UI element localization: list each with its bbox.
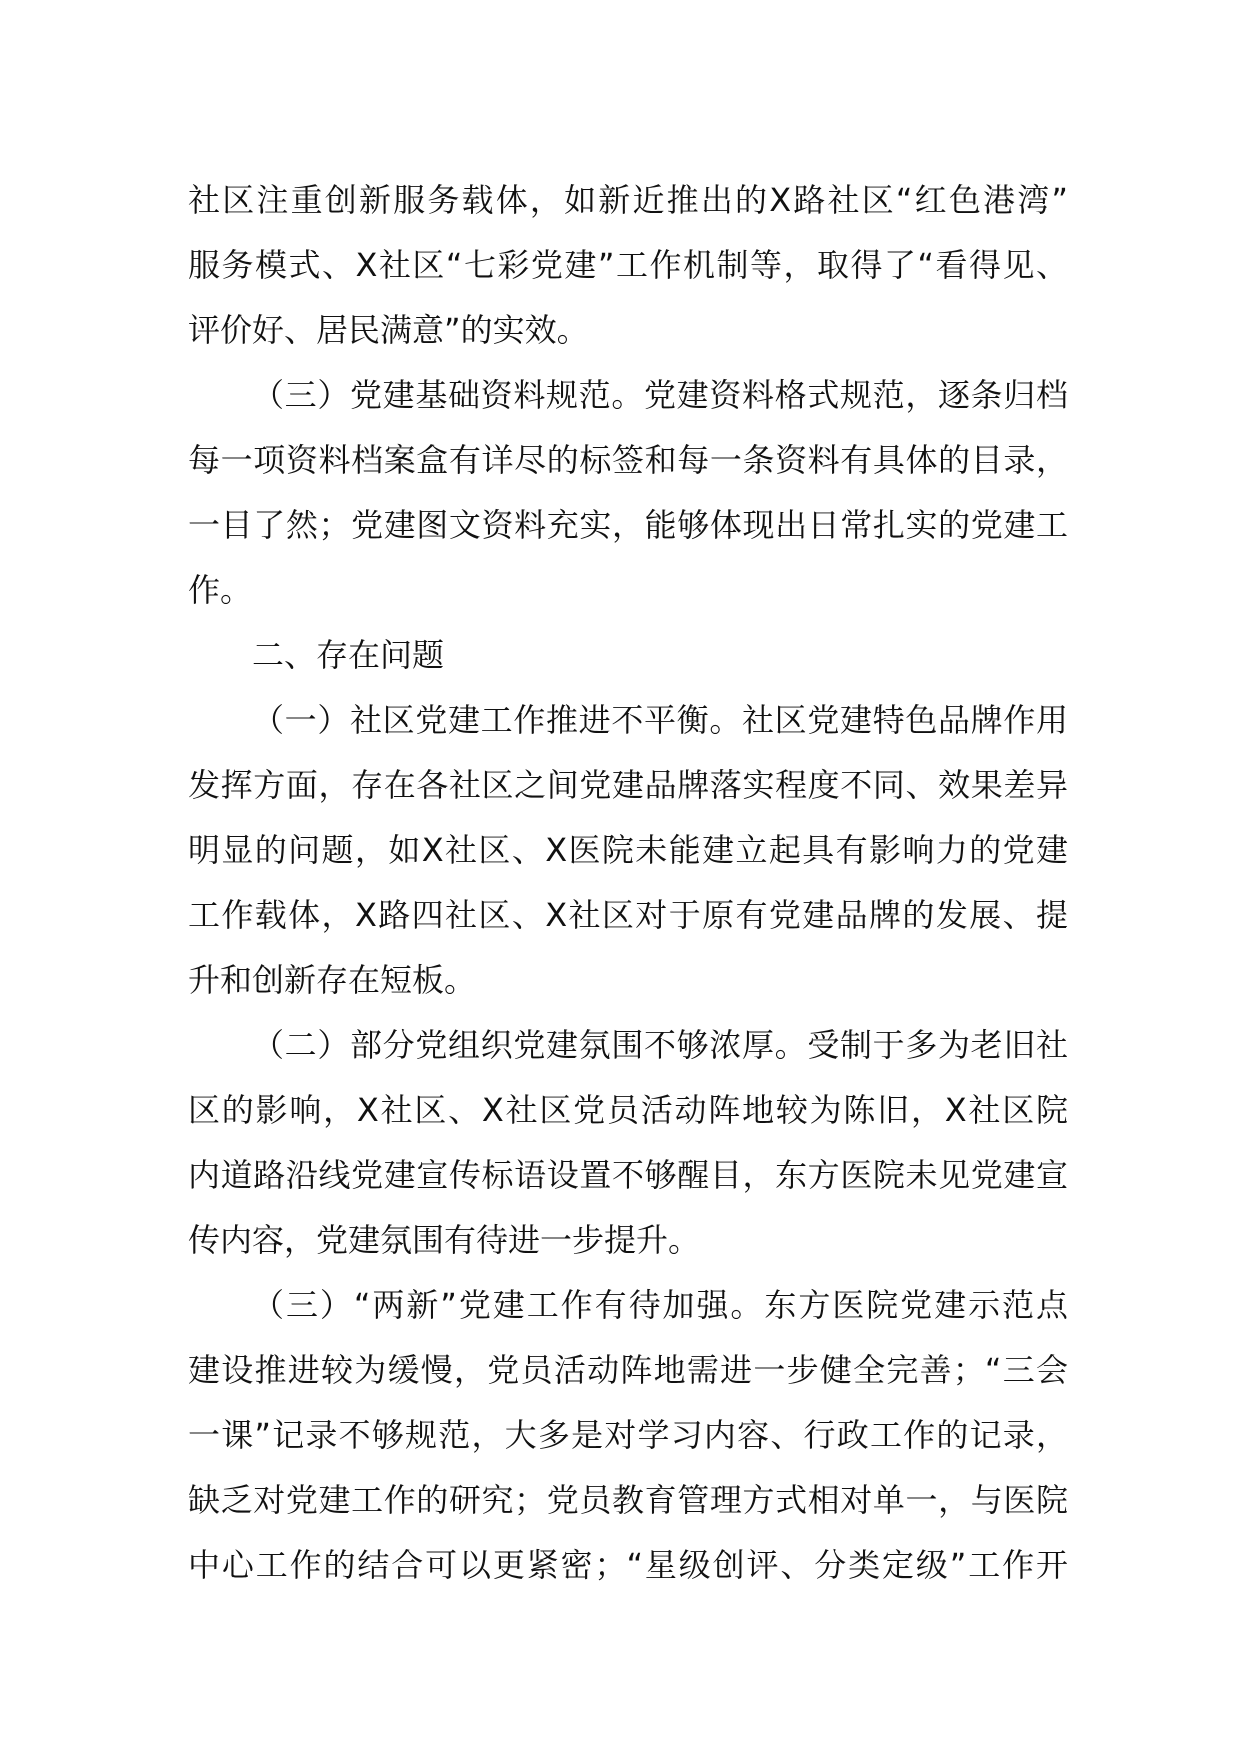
text-line: （二）部分党组织党建氛围不够浓厚。受制于多为老旧社 xyxy=(252,1026,1068,1064)
text-line: 服务模式、X社区“七彩党建”工作机制等，取得了“看得见、 xyxy=(188,246,1068,284)
text-line: 一课”记录不够规范，大多是对学习内容、行政工作的记录， xyxy=(188,1416,1068,1454)
text-line: 缺乏对党建工作的研究；党员教育管理方式相对单一，与医院 xyxy=(188,1481,1068,1519)
text-line: 建设推进较为缓慢，党员活动阵地需进一步健全完善；“三会 xyxy=(188,1351,1068,1389)
text-line: （一）社区党建工作推进不平衡。社区党建特色品牌作用 xyxy=(252,701,1068,739)
text-line: 升和创新存在短板。 xyxy=(188,961,477,999)
text-line: 传内容，党建氛围有待进一步提升。 xyxy=(188,1221,701,1259)
text-line: 中心工作的结合可以更紧密；“星级创评、分类定级”工作开 xyxy=(188,1546,1068,1584)
text-line: 每一项资料档案盒有详尽的标签和每一条资料有具体的目录， xyxy=(188,441,1068,479)
text-line: 评价好、居民满意”的实效。 xyxy=(188,311,589,349)
text-line: 明显的问题，如X社区、X医院未能建立起具有影响力的党建 xyxy=(188,831,1068,869)
text-line: 内道路沿线党建宣传标语设置不够醒目，东方医院未见党建宣 xyxy=(188,1156,1068,1194)
text-line: 二、存在问题 xyxy=(252,636,445,674)
text-line: 区的影响，X社区、X社区党员活动阵地较为陈旧，X社区院 xyxy=(188,1091,1068,1129)
text-line: 一目了然；党建图文资料充实，能够体现出日常扎实的党建工 xyxy=(188,506,1068,544)
text-line: （三）“两新”党建工作有待加强。东方医院党建示范点 xyxy=(252,1286,1068,1324)
text-line: 社区注重创新服务载体，如新近推出的X路社区“红色港湾” xyxy=(188,181,1068,219)
text-line: 作。 xyxy=(188,571,253,609)
text-line: 发挥方面，存在各社区之间党建品牌落实程度不同、效果差异 xyxy=(188,766,1068,804)
document-page xyxy=(188,168,1068,1598)
text-line: 工作载体，X路四社区、X社区对于原有党建品牌的发展、提 xyxy=(188,896,1068,934)
text-line: （三）党建基础资料规范。党建资料格式规范，逐条归档 xyxy=(252,376,1068,414)
